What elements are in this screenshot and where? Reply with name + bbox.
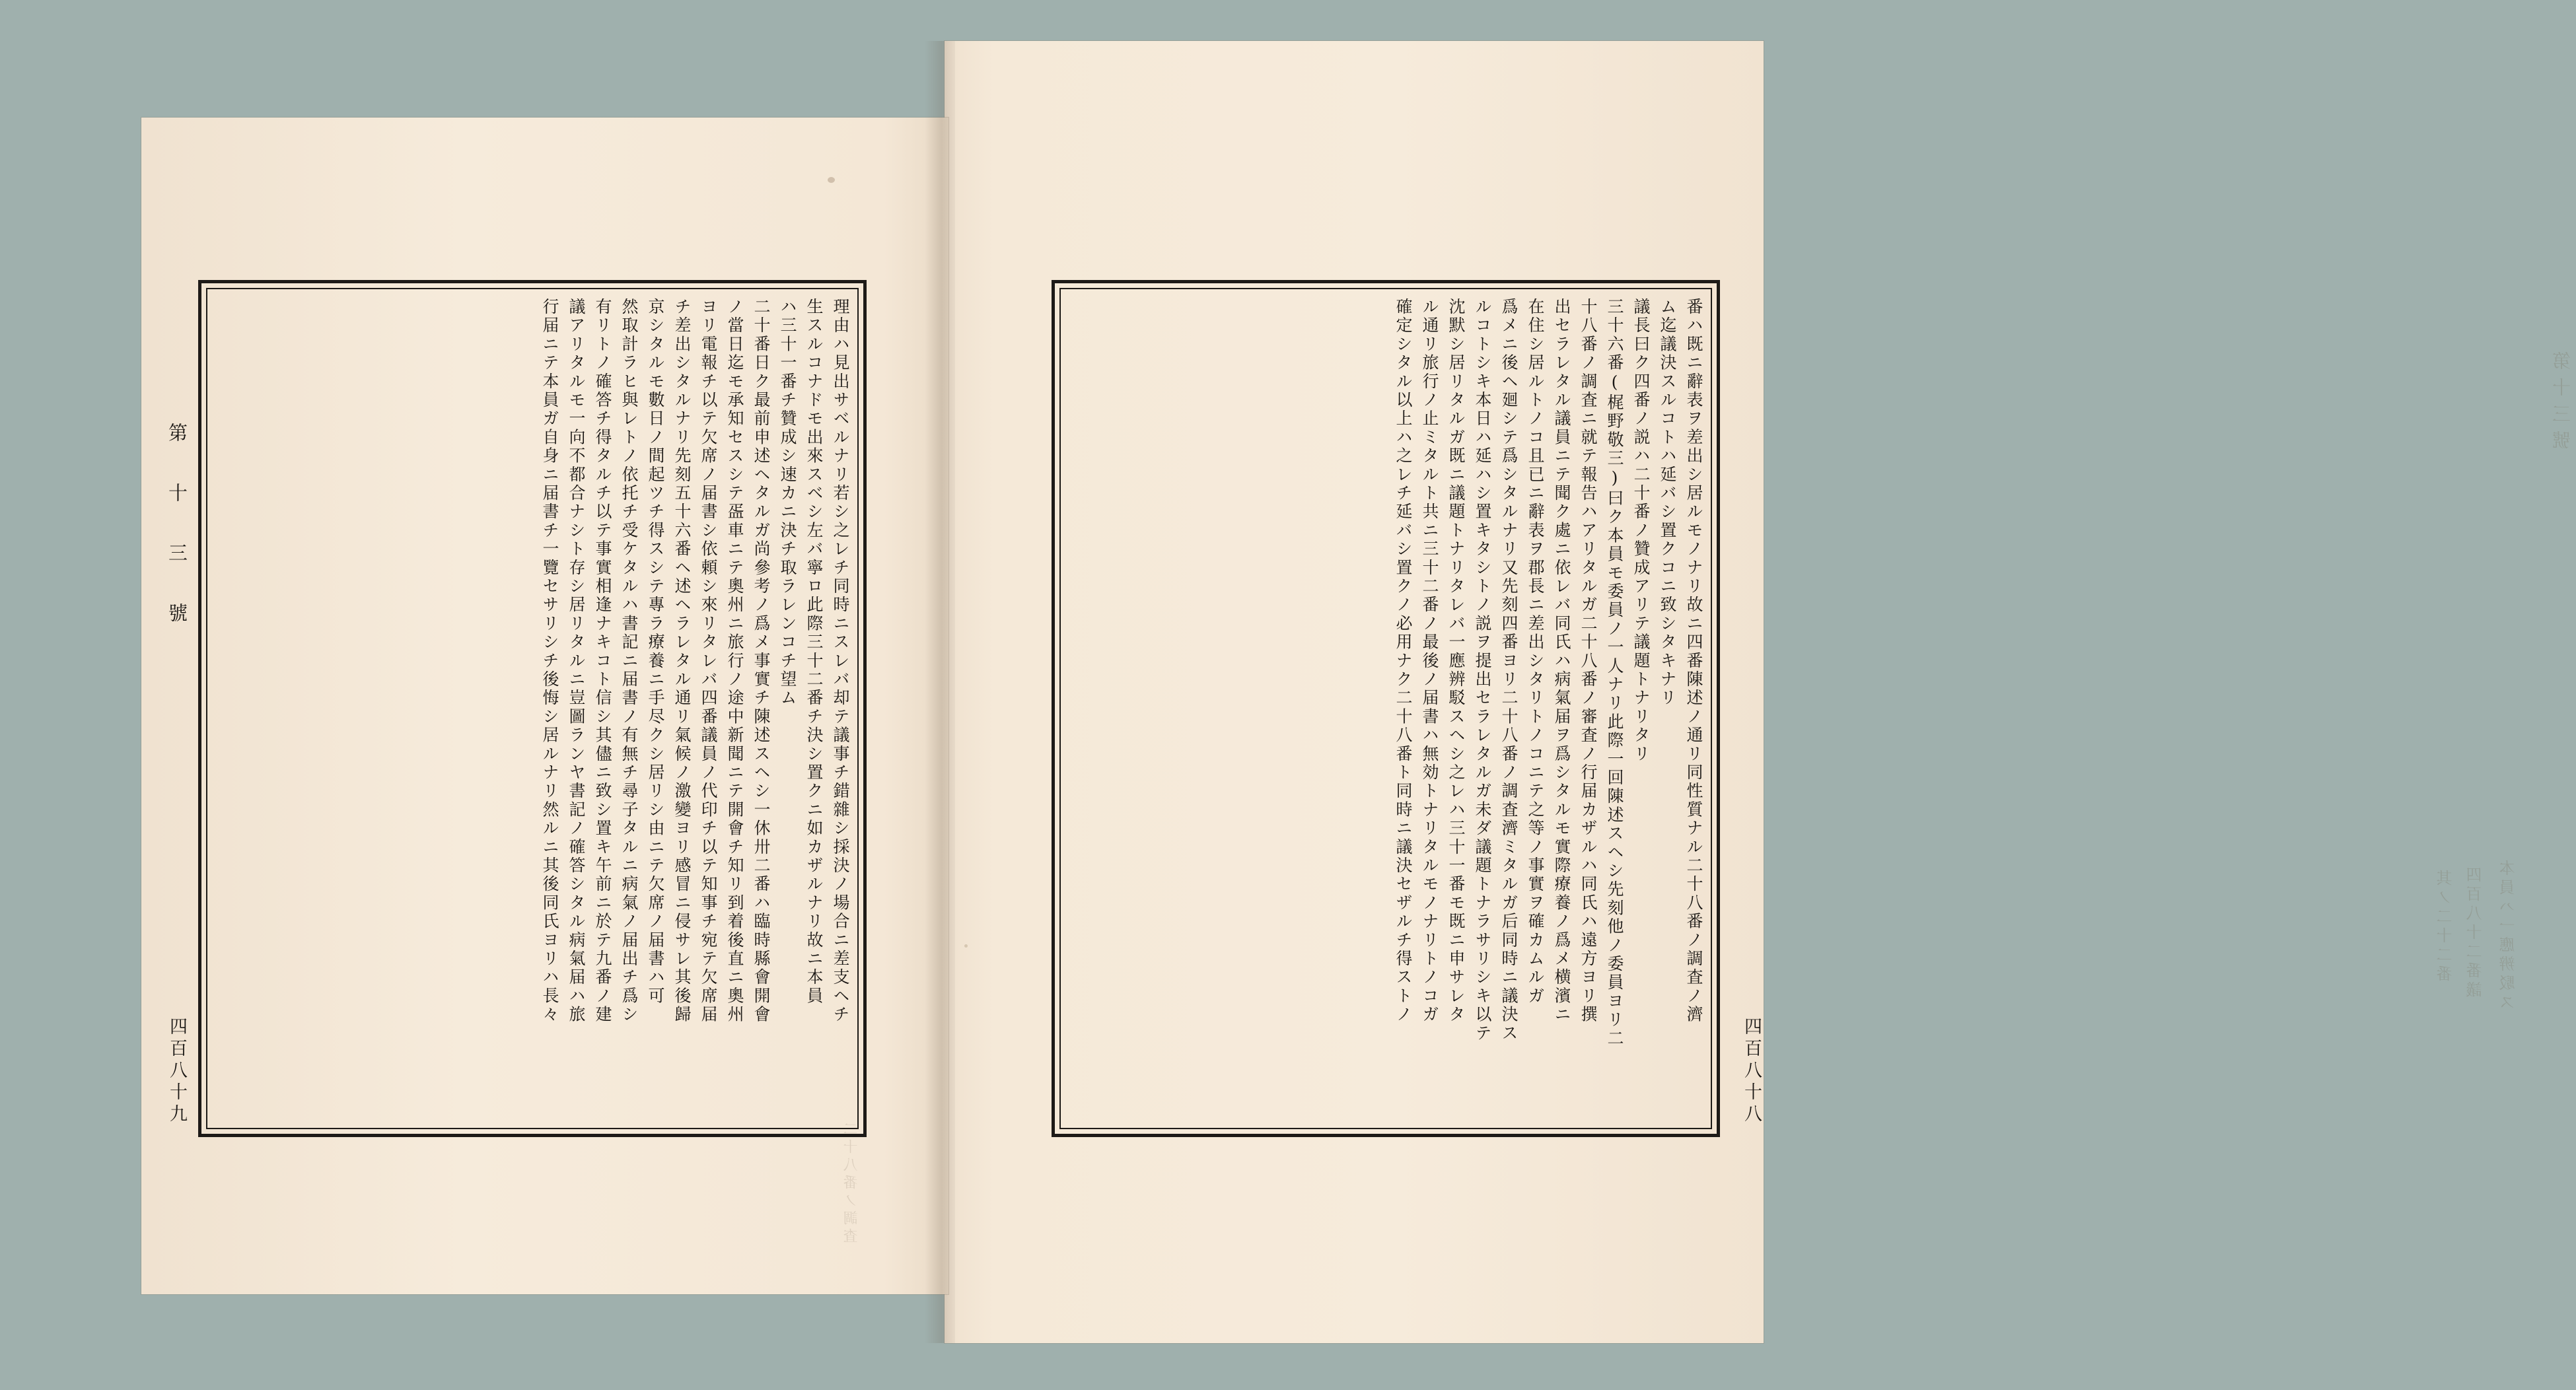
text-column: ヨリ電報チ以テ欠席ノ届書シ依頼シ來リタレバ四番議員ノ代印チ以テ知事チ宛テ欠席届 bbox=[699, 298, 718, 1024]
text-column: 爲メニ後ヘ廻シテ爲シタルナリ又先刻四番ヨリ二十八番ノ調査濟ミタルガ后同時ニ議決ス bbox=[1499, 298, 1519, 1043]
text-column: 然取計ラヒ與レトノ依托チ受ケタルハ書記ニ届書ノ有無チ尋子タルニ病氣ノ届出チ爲シ bbox=[620, 298, 639, 1024]
bleed-through-text: 二十八番ノ調査 bbox=[843, 1121, 860, 1246]
right-page-text-frame bbox=[1052, 280, 1720, 1137]
bleed-through-text: 其ノ二十二番 bbox=[2437, 870, 2455, 985]
text-column: ハ三十一番チ贊成シ速カニ決チ取ラレンコチ望ム bbox=[778, 298, 797, 708]
text-column: 番ハ既ニ辭表ヲ差出シ居ルモノナリ故ニ四番陳述ノ通リ同性質ナル二十八番ノ調査ノ濟 bbox=[1684, 298, 1703, 1024]
text-column: 確定シタル以上ハ之レチ延バシ置クノ必用ナク二十八番ト同時ニ議決セザルチ得ストノ bbox=[1394, 298, 1413, 1024]
text-column: 十八番ノ調査ニ就テ報告ハアリタルガ二十八番ノ審査ノ行届カザルハ同氏ハ遠方ヨリ撰 bbox=[1579, 298, 1598, 1024]
text-column: 出セラレタル議員ニテ聞ク處ニ依レバ同氏ハ病氣届ヲ爲シタルモ實際療養ノ爲メ横濱ニ bbox=[1552, 298, 1571, 1024]
text-column: ム迄議決スルコトハ延バシ置クコニ致シタキナリ bbox=[1658, 298, 1677, 708]
left-page-text-frame bbox=[198, 280, 867, 1137]
text-column: 沈默シ居リタルガ既ニ議題トナリタレバ一應辨駁スヘシ之レハ三十一番モ既ニ申サレタ bbox=[1447, 298, 1466, 1024]
text-column: 議アリタルモ一向不都合ナシト存シ居リタルニ豈圖ランヤ書記ノ確答シタル病氣届ハ旅 bbox=[567, 298, 586, 1024]
text-column: 生スルコナドモ出來スベシ左バ寧ロ此際三十二番チ決シ置クニ如カザルナリ故ニ本員 bbox=[805, 298, 824, 1006]
text-column: ノ當日迄モ承知セスシテ㿿車ニテ奧州ニ旅行ノ途中新聞ニテ開會チ知リ到着後直ニ奧州 bbox=[725, 298, 744, 1024]
text-column: 有リトノ確答チ得タルチ以テ事實相逢ナキコト信シ其儘ニ致シ置キ午前ニ於テ九番ノ建 bbox=[593, 298, 612, 1024]
bleed-through-text: 第十三號 bbox=[2552, 351, 2573, 457]
text-column: 議長曰ク四番ノ説ハ二十番ノ贊成アリテ議題トナリタリ bbox=[1631, 298, 1651, 763]
left-page-folio-number: 四百八十九 bbox=[166, 1017, 187, 1126]
bleed-through-text: 四百八十二番議 bbox=[2466, 866, 2485, 1000]
left-page-text-block bbox=[216, 298, 849, 1119]
text-column: 行届ニテ本員ガ自身ニ届書チ一覽セサリシチ後悔シ居ルナリ然ルニ其後同氏ヨリハ長々 bbox=[540, 298, 559, 1024]
text-column: 在住シ居ルトノコ且已ニ辭表ヲ郡長ニ差出シタリトノコニテ之等ノ事實ヲ確カムルガ bbox=[1526, 298, 1545, 1006]
text-column: ルコトシキ本日ハ延ハシ置キタシトノ説ヲ提出セラレタルガ未ダ議題トナラサリシキ以テ bbox=[1473, 298, 1492, 1043]
right-page-text-block bbox=[1069, 298, 1702, 1119]
issue-number-label: 第 十 三 號 bbox=[166, 423, 188, 631]
bleed-through-text: 本員ハ一應辨駁ス bbox=[2499, 860, 2518, 1013]
text-column: チ差出シタルナリ先刻五十六番ヘ述ヘラレタル通リ氣候ノ激變ヨリ感冒ニ侵サレ其後歸 bbox=[672, 298, 692, 1024]
text-column: 京シタルモ數日ノ間起ツチ得スシテ專ラ療養ニ手尽クシ居リシ由ニテ欠席ノ届書ハ可 bbox=[646, 298, 665, 1006]
text-column: ル通リ旅行ノ止ミタルト共ニ三十二番ノ最後ノ届書ハ無効トナリタルモノナリトノコガ bbox=[1420, 298, 1439, 1024]
right-page-folio-number: 四百八十八 bbox=[1741, 1017, 1762, 1126]
text-column: 理由ハ見出サベルナリ若シ之レチ同時ニスレバ却テ議事チ錯雜シ採決ノ場合ニ差支ヘチ bbox=[831, 298, 850, 1024]
text-column: 二十番日ク最前申述ヘタルガ尚參考ノ爲メ事實チ陳述スヘシ一休卅二番ハ臨時縣會開會 bbox=[752, 298, 771, 1024]
text-column: 三十六番(梶野敬三)曰ク本員モ委員ノ一人ナリ此際一回陳述スヘシ先刻他ノ委員ヨリ二 bbox=[1605, 298, 1624, 1048]
